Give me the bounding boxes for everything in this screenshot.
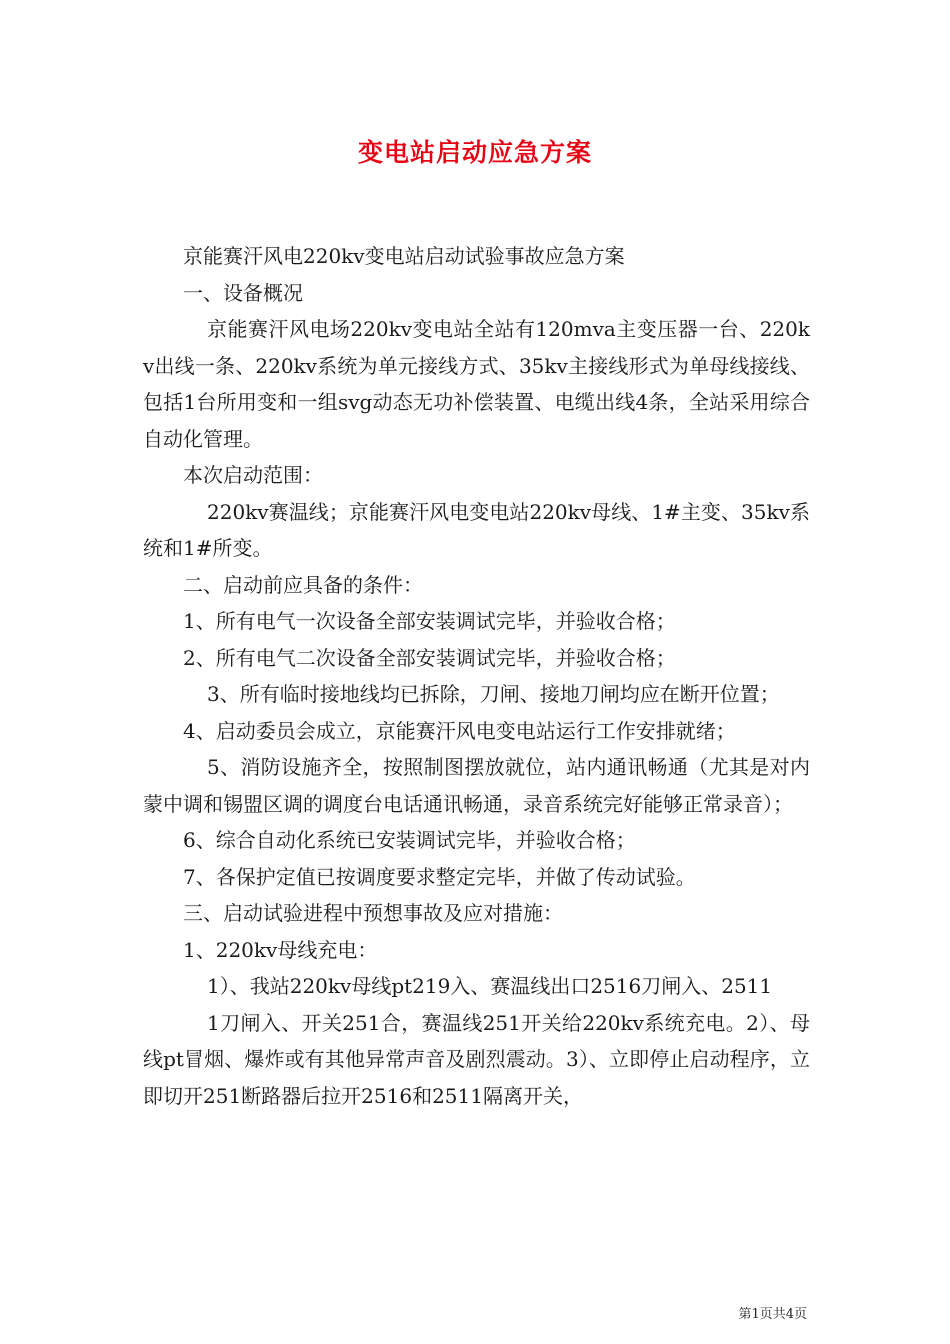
paragraph: 2、所有电气二次设备全部安装调试完毕，并验收合格； — [183, 645, 676, 670]
paragraph: 6、综合自动化系统已安装调试完毕，并验收合格； — [183, 828, 636, 852]
paragraph: 1）、我站220kv母线pt219入、赛温线出口2516刀闸入、2511 — [207, 974, 773, 998]
paragraph: 220kv赛温线；京能赛汗风电变电站220kv母线、1#主变、35kv系统和1#所变。 — [143, 499, 810, 560]
paragraph: 京能赛汗风电220kv变电站启动试验事故应急方案 — [183, 244, 625, 268]
paragraph: 京能赛汗风电场220kv变电站全站有120mva主变压器一台、220kv出线一条、220kv系统为单元接线方式、35kv主接线形式为单母线接线、包括1台所用变和一组svg动态无功补偿装置、电缆出线4条，全站采用综合自动化管理。 — [143, 317, 810, 451]
paragraph: 一、设备概况 — [183, 280, 303, 305]
document-title: 变电站启动应急方案 — [357, 138, 592, 167]
paragraph: 1刀闸入、开关251合，赛温线251开关给220kv系统充电。2）、母线pt冒烟、爆炸或有其他异常声音及剧烈震动。3）、立即停止启动程序，立即切开251断路器后拉开2516和2511隔离开关， — [143, 1010, 810, 1108]
document-body — [143, 238, 810, 1114]
paragraph: 本次启动范围： — [183, 463, 323, 487]
page-number: 第1页共4页 — [738, 1307, 807, 1322]
paragraph: 三、启动试验进程中预想事故及应对措施： — [183, 901, 563, 925]
paragraph: 3、所有临时接地线均已拆除，刀闸、接地刀闸均应在断开位置； — [207, 682, 780, 706]
paragraph: 二、启动前应具备的条件： — [183, 572, 423, 597]
paragraph: 1、所有电气一次设备全部安装调试完毕，并验收合格； — [183, 609, 676, 633]
paragraph: 7、各保护定值已按调度要求整定完毕，并做了传动试验。 — [183, 864, 696, 889]
paragraph: 5、消防设施齐全，按照制图摆放就位，站内通讯畅通（尤其是对内蒙中调和锡盟区调的调度台电话通讯畅通，录音系统完好能够正常录音）； — [143, 755, 810, 816]
paragraph: 4、启动委员会成立，京能赛汗风电变电站运行工作安排就绪； — [183, 718, 736, 743]
paragraph: 1、220kv母线充电： — [183, 937, 378, 962]
